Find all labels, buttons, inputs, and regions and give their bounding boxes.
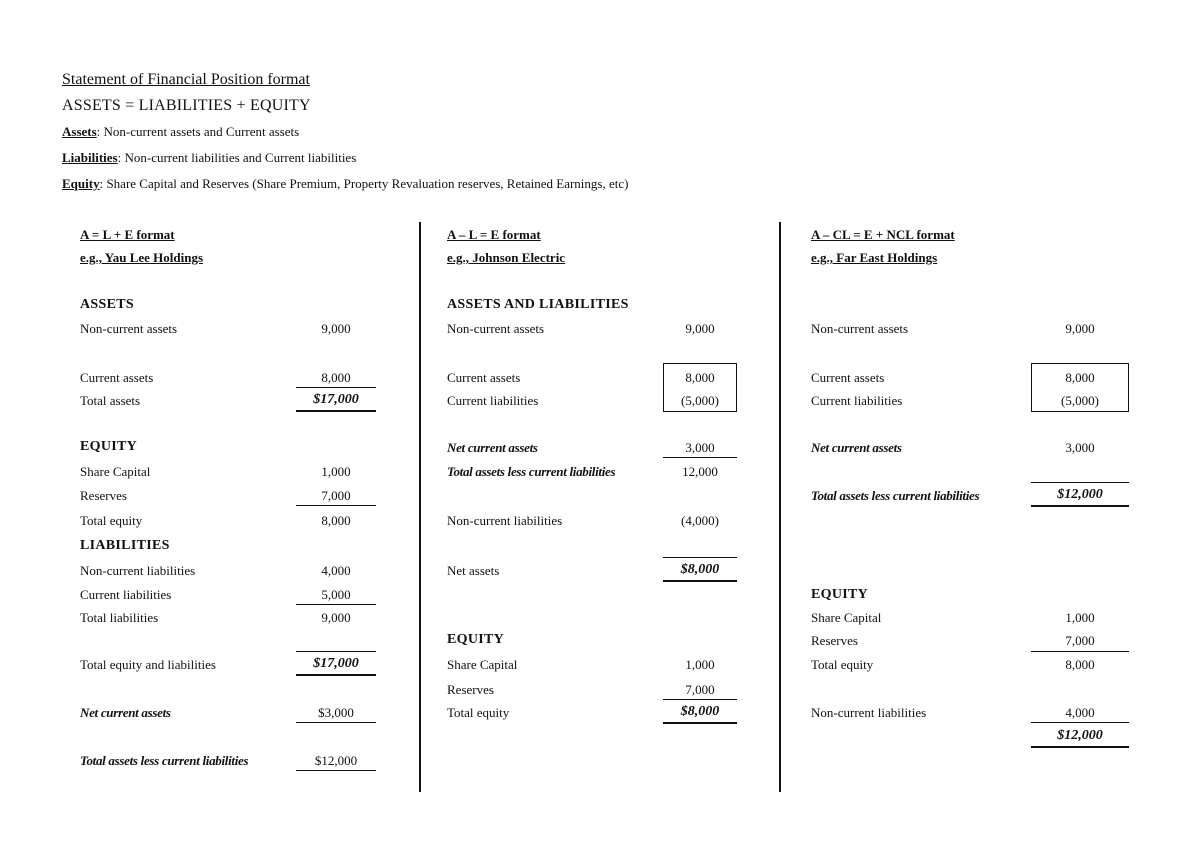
col1-te-value: 8,000 <box>321 513 351 528</box>
col1-rule-netca <box>296 722 376 723</box>
col1-rule-talcl <box>296 770 376 771</box>
col2-netca-label: Net current assets <box>447 440 538 455</box>
col3-final-value: $12,000 <box>1057 728 1103 743</box>
col2-netca-value: 3,000 <box>685 440 715 455</box>
col2-te-value: $8,000 <box>680 704 720 719</box>
col1-netca-value: $3,000 <box>318 705 354 720</box>
col1-rule-tel <box>296 674 376 676</box>
col2-nca-value: 9,000 <box>685 321 715 336</box>
col1-ca-label: Current assets <box>80 370 154 385</box>
col1-ta-value: $17,000 <box>313 392 359 407</box>
col2-te-label: Total equity <box>447 705 510 720</box>
col3-rule-final <box>1031 746 1129 748</box>
col1-res-value: 7,000 <box>321 488 351 503</box>
col3-cl-label: Current liabilities <box>811 393 903 408</box>
col1-liab-heading: LIABILITIES <box>80 538 170 553</box>
equity-definition <box>62 176 628 192</box>
col3-netca-value: 3,000 <box>1065 440 1095 455</box>
equity-key: Equity <box>62 176 100 191</box>
assets-text: : Non-current assets and Current assets <box>96 124 300 139</box>
column-divider-1 <box>419 222 421 792</box>
col3-ca-value: 8,000 <box>1065 370 1095 385</box>
col1-netca-label: Net current assets <box>80 705 171 720</box>
col3-equity-heading: EQUITY <box>811 587 869 602</box>
equity-text: : Share Capital and Reserves (Share Premium, Property Revaluation reserves, Retained Earnings, etc) <box>99 176 629 191</box>
col1-talcl-label: Total assets less current liabilities <box>80 753 249 768</box>
col2-rule-na <box>663 580 737 582</box>
col1-equity-heading: EQUITY <box>80 439 138 454</box>
col2-ca-label: Current assets <box>447 370 521 385</box>
col1-ncl-label: Non-current liabilities <box>80 563 196 578</box>
col1-talcl-value: $12,000 <box>314 753 358 768</box>
col1-te-label: Total equity <box>80 513 143 528</box>
col1-tel-label: Total equity and liabilities <box>80 657 216 672</box>
col1-sc-value: 1,000 <box>321 464 351 479</box>
col2-ncl-value: (4,000) <box>681 513 719 528</box>
col1-format-title: A = L + E format <box>80 227 175 242</box>
col3-te-value: 8,000 <box>1065 657 1095 672</box>
col2-na-value: $8,000 <box>680 562 720 577</box>
assets-key: Assets <box>62 124 97 139</box>
col3-talcl-value: $12,000 <box>1057 487 1103 502</box>
liabilities-key: Liabilities <box>62 150 118 165</box>
col2-format-title: A – L = E format <box>447 227 541 242</box>
col3-example: e.g., Far East Holdings <box>811 250 938 265</box>
col3-cl-value: (5,000) <box>1061 393 1099 408</box>
col2-ca-value: 8,000 <box>685 370 715 385</box>
col2-res-label: Reserves <box>447 682 494 697</box>
col2-talcl-value: 12,000 <box>682 464 718 479</box>
col1-nca-label: Non-current assets <box>80 321 178 336</box>
col2-rule-na-top <box>663 557 737 558</box>
col1-nca-value: 9,000 <box>321 321 351 336</box>
col1-example: e.g., Yau Lee Holdings <box>80 250 204 265</box>
col2-rule-netca <box>663 457 737 458</box>
col3-te-label: Total equity <box>811 657 874 672</box>
accounting-equation: ASSETS = LIABILITIES + EQUITY <box>62 97 311 114</box>
assets-definition <box>62 124 299 140</box>
col1-rule-tel-top <box>296 651 376 652</box>
col3-sc-value: 1,000 <box>1065 610 1095 625</box>
col2-cl-value: (5,000) <box>681 393 719 408</box>
col2-heading: ASSETS AND LIABILITIES <box>447 297 629 312</box>
col1-rule-cl <box>296 604 376 605</box>
col3-sc-label: Share Capital <box>811 610 882 625</box>
col2-example: e.g., Johnson Electric <box>447 250 566 265</box>
col1-sc-label: Share Capital <box>80 464 151 479</box>
col1-cl-label: Current liabilities <box>80 587 172 602</box>
col2-res-value: 7,000 <box>685 682 715 697</box>
col2-talcl-label: Total assets less current liabilities <box>447 464 616 479</box>
col3-talcl-label: Total assets less current liabilities <box>811 488 980 503</box>
col1-tl-label: Total liabilities <box>80 610 159 625</box>
col2-ncl-label: Non-current liabilities <box>447 513 563 528</box>
col3-res-value: 7,000 <box>1065 633 1095 648</box>
col3-ca-label: Current assets <box>811 370 885 385</box>
col1-cl-value: 5,000 <box>321 587 351 602</box>
col2-sc-value: 1,000 <box>685 657 715 672</box>
col1-tel-value: $17,000 <box>313 656 359 671</box>
col3-ncl-value: 4,000 <box>1065 705 1095 720</box>
col2-rule-res <box>663 699 737 700</box>
column-divider-2 <box>779 222 781 792</box>
col3-rule-res <box>1031 651 1129 652</box>
liabilities-definition <box>62 150 356 166</box>
col1-ncl-value: 4,000 <box>321 563 351 578</box>
col1-assets-heading: ASSETS <box>80 297 134 312</box>
col1-rule-ca <box>296 387 376 388</box>
col1-tl-value: 9,000 <box>321 610 351 625</box>
col1-rule-ta <box>296 410 376 412</box>
col2-rule-te <box>663 722 737 724</box>
col3-rule-talcl <box>1031 505 1129 507</box>
col2-nca-label: Non-current assets <box>447 321 545 336</box>
col1-ca-value: 8,000 <box>321 370 351 385</box>
page-title: Statement of Financial Position format <box>62 71 310 88</box>
col3-nca-label: Non-current assets <box>811 321 909 336</box>
col2-na-label: Net assets <box>447 563 500 578</box>
col1-res-label: Reserves <box>80 488 127 503</box>
col1-ta-label: Total assets <box>80 393 141 408</box>
col3-format-title: A – CL = E + NCL format <box>811 227 955 242</box>
col2-sc-label: Share Capital <box>447 657 518 672</box>
liabilities-text: : Non-current liabilities and Current liabilities <box>117 150 357 165</box>
col3-res-label: Reserves <box>811 633 858 648</box>
col2-equity-heading: EQUITY <box>447 632 505 647</box>
col3-netca-label: Net current assets <box>811 440 902 455</box>
col3-ncl-label: Non-current liabilities <box>811 705 927 720</box>
col3-rule-talcl-top <box>1031 482 1129 483</box>
col1-rule-res <box>296 505 376 506</box>
col3-rule-ncl <box>1031 722 1129 723</box>
col3-nca-value: 9,000 <box>1065 321 1095 336</box>
col2-cl-label: Current liabilities <box>447 393 539 408</box>
